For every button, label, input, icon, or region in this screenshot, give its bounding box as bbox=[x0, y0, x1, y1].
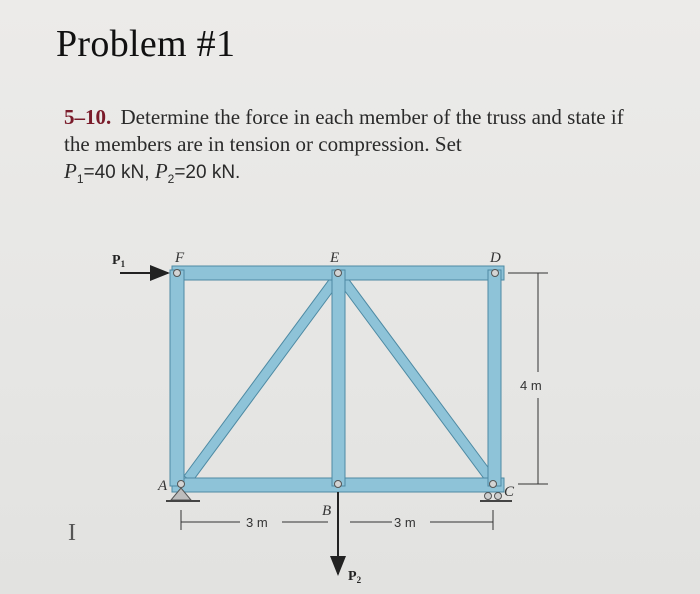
problem-number: 5–10. bbox=[64, 105, 112, 129]
text-cursor-icon: I bbox=[68, 520, 76, 546]
p2-subscript: 2 bbox=[167, 171, 175, 186]
truss-members bbox=[170, 266, 504, 492]
p1-subscript: 1 bbox=[76, 171, 84, 186]
node-label-e: E bbox=[330, 250, 340, 266]
dimension-right-span: 3 m bbox=[394, 515, 416, 530]
pin-e bbox=[335, 270, 342, 277]
member-af bbox=[170, 270, 184, 486]
member-dc bbox=[488, 270, 501, 486]
node-label-f: F bbox=[175, 250, 185, 266]
p1-value: =40 kN, bbox=[83, 162, 155, 183]
pin-b bbox=[335, 481, 342, 488]
pin-f bbox=[174, 270, 181, 277]
node-label-d: D bbox=[490, 250, 501, 266]
dimension-left-span: 3 m bbox=[246, 515, 268, 530]
load-p2-label: $P_2$ bbox=[348, 569, 362, 585]
member-ae bbox=[184, 273, 342, 482]
p1-symbol: P bbox=[64, 159, 77, 183]
page-title: Problem #1 bbox=[56, 23, 236, 65]
dimension-height-label: 4 m bbox=[520, 378, 542, 393]
pin-c bbox=[490, 481, 497, 488]
member-eb bbox=[332, 270, 345, 486]
problem-statement-text: Determine the force in each member of the truss and state if the members are in tension or compression. Set bbox=[64, 105, 624, 156]
node-label-c: C bbox=[504, 484, 515, 500]
node-label-b: B bbox=[322, 503, 332, 519]
load-p1-label: $P_1$ bbox=[112, 253, 126, 269]
p2-symbol: P bbox=[154, 159, 168, 183]
pin-a bbox=[178, 481, 185, 488]
member-ec bbox=[336, 273, 496, 484]
node-label-a: A bbox=[158, 478, 168, 494]
p2-value: =20 kN. bbox=[174, 162, 241, 183]
pin-d bbox=[492, 270, 499, 277]
